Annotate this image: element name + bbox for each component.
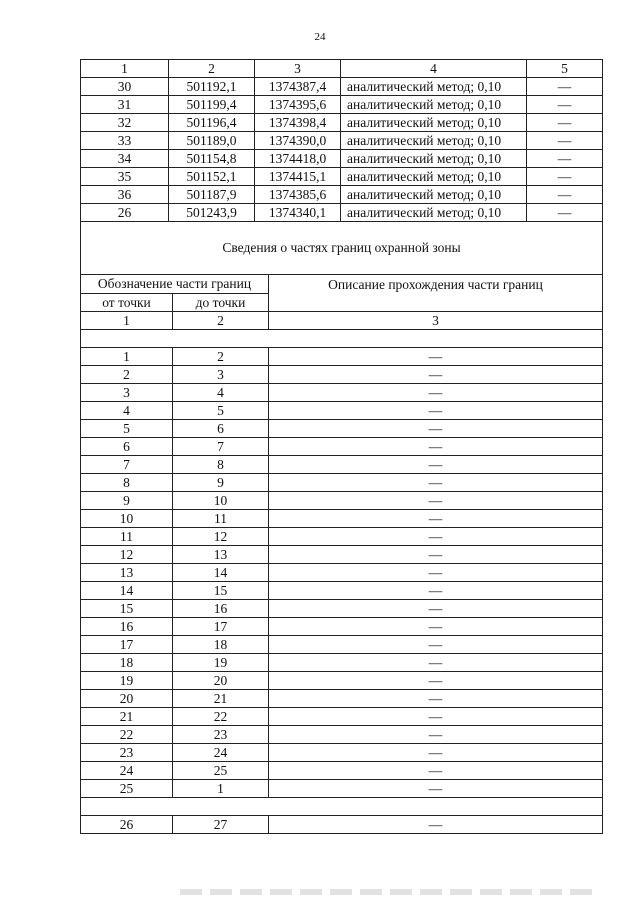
x-coordinate-cell: 501187,9 — [169, 186, 255, 204]
table-row — [81, 618, 603, 636]
from-point-cell: 11 — [81, 528, 173, 546]
from-point-cell: 26 — [81, 816, 173, 834]
x-coordinate-cell: 501243,9 — [169, 204, 255, 222]
table-row — [81, 204, 603, 222]
table-row — [81, 564, 603, 582]
from-point-cell: 6 — [81, 438, 173, 456]
description-cell: — — [527, 168, 603, 186]
description-cell: — — [269, 384, 603, 402]
description-cell: — — [269, 492, 603, 510]
from-point-cell: 2 — [81, 366, 173, 384]
description-cell: — — [269, 546, 603, 564]
to-point-cell: 16 — [173, 600, 269, 618]
method-cell: аналитический метод; 0,10 — [341, 186, 527, 204]
table-row — [81, 168, 603, 186]
description-cell: — — [527, 204, 603, 222]
column-number-header: 1 — [81, 60, 169, 78]
section-title: Сведения о частях границ охранной зоны — [81, 222, 603, 275]
from-point-cell: 9 — [81, 492, 173, 510]
to-point-cell: 20 — [173, 672, 269, 690]
table-row — [81, 528, 603, 546]
column-number-header: 2 — [169, 60, 255, 78]
description-cell: — — [269, 708, 603, 726]
description-cell: — — [269, 564, 603, 582]
table-row — [81, 438, 603, 456]
table-row — [81, 348, 603, 366]
description-cell: — — [269, 762, 603, 780]
point-number-cell: 32 — [81, 114, 169, 132]
section-title-row — [81, 222, 603, 275]
to-point-cell: 23 — [173, 726, 269, 744]
to-point-cell: 1 — [173, 780, 269, 798]
empty-row — [81, 330, 603, 348]
to-point-header: до точки — [173, 294, 269, 312]
column-number-header: 5 — [527, 60, 603, 78]
from-point-cell: 23 — [81, 744, 173, 762]
table-row — [81, 492, 603, 510]
boundary-parts-table — [80, 221, 603, 834]
point-number-cell: 34 — [81, 150, 169, 168]
description-cell: — — [269, 780, 603, 798]
table-row — [81, 600, 603, 618]
page-number: 24 — [314, 31, 326, 43]
description-header: Описание прохождения части границ — [269, 275, 603, 312]
point-number-cell: 31 — [81, 96, 169, 114]
empty-row — [81, 798, 603, 816]
from-point-cell: 22 — [81, 726, 173, 744]
description-cell: — — [269, 726, 603, 744]
table-row — [81, 186, 603, 204]
from-point-cell: 24 — [81, 762, 173, 780]
coordinates-table — [80, 59, 603, 222]
from-point-cell: 1 — [81, 348, 173, 366]
table-row — [81, 636, 603, 654]
from-point-cell: 8 — [81, 474, 173, 492]
description-cell: — — [527, 186, 603, 204]
description-cell: — — [269, 816, 603, 834]
empty-cell — [81, 798, 603, 816]
y-coordinate-cell: 1374395,6 — [255, 96, 341, 114]
to-point-cell: 4 — [173, 384, 269, 402]
method-cell: аналитический метод; 0,10 — [341, 132, 527, 150]
point-number-cell: 35 — [81, 168, 169, 186]
table-row — [81, 780, 603, 798]
description-cell: — — [269, 672, 603, 690]
x-coordinate-cell: 501192,1 — [169, 78, 255, 96]
from-point-cell: 10 — [81, 510, 173, 528]
table-row — [81, 744, 603, 762]
from-point-cell: 25 — [81, 780, 173, 798]
to-point-cell: 27 — [173, 816, 269, 834]
table-row — [81, 582, 603, 600]
table-row — [81, 474, 603, 492]
to-point-cell: 18 — [173, 636, 269, 654]
from-point-cell: 19 — [81, 672, 173, 690]
description-cell: — — [269, 654, 603, 672]
from-point-cell: 16 — [81, 618, 173, 636]
description-cell: — — [269, 600, 603, 618]
description-cell: — — [269, 366, 603, 384]
column-number-header: 3 — [269, 312, 603, 330]
to-point-cell: 19 — [173, 654, 269, 672]
table-row — [81, 672, 603, 690]
point-number-cell: 36 — [81, 186, 169, 204]
column-number-header: 3 — [255, 60, 341, 78]
method-cell: аналитический метод; 0,10 — [341, 168, 527, 186]
to-point-cell: 21 — [173, 690, 269, 708]
table-row — [81, 420, 603, 438]
description-cell: — — [269, 474, 603, 492]
table-row — [81, 78, 603, 96]
from-point-cell: 13 — [81, 564, 173, 582]
table-row — [81, 402, 603, 420]
y-coordinate-cell: 1374340,1 — [255, 204, 341, 222]
description-cell: — — [269, 690, 603, 708]
description-cell: — — [269, 582, 603, 600]
to-point-cell: 11 — [173, 510, 269, 528]
y-coordinate-cell: 1374415,1 — [255, 168, 341, 186]
method-cell: аналитический метод; 0,10 — [341, 114, 527, 132]
description-cell: — — [269, 402, 603, 420]
from-point-header: от точки — [81, 294, 173, 312]
to-point-cell: 7 — [173, 438, 269, 456]
description-cell: — — [527, 96, 603, 114]
column-number-header: 2 — [173, 312, 269, 330]
x-coordinate-cell: 501189,0 — [169, 132, 255, 150]
to-point-cell: 9 — [173, 474, 269, 492]
description-cell: — — [527, 132, 603, 150]
x-coordinate-cell: 501199,4 — [169, 96, 255, 114]
from-point-cell: 14 — [81, 582, 173, 600]
column-numbers-row — [81, 312, 603, 330]
table-row — [81, 546, 603, 564]
table-row — [81, 366, 603, 384]
method-cell: аналитический метод; 0,10 — [341, 78, 527, 96]
table-row — [81, 654, 603, 672]
to-point-cell: 6 — [173, 420, 269, 438]
to-point-cell: 13 — [173, 546, 269, 564]
description-cell: — — [527, 150, 603, 168]
table-row — [81, 456, 603, 474]
to-point-cell: 15 — [173, 582, 269, 600]
to-point-cell: 17 — [173, 618, 269, 636]
to-point-cell: 22 — [173, 708, 269, 726]
to-point-cell: 10 — [173, 492, 269, 510]
from-point-cell: 20 — [81, 690, 173, 708]
group-header: Обозначение части границ — [81, 275, 269, 294]
method-cell: аналитический метод; 0,10 — [341, 150, 527, 168]
from-point-cell: 7 — [81, 456, 173, 474]
table-row — [81, 762, 603, 780]
to-point-cell: 14 — [173, 564, 269, 582]
column-number-header: 1 — [81, 312, 173, 330]
description-cell: — — [269, 636, 603, 654]
from-point-cell: 18 — [81, 654, 173, 672]
empty-cell — [81, 330, 603, 348]
table-row — [81, 132, 603, 150]
description-cell: — — [269, 420, 603, 438]
y-coordinate-cell: 1374390,0 — [255, 132, 341, 150]
to-point-cell: 25 — [173, 762, 269, 780]
y-coordinate-cell: 1374398,4 — [255, 114, 341, 132]
document-sheet — [80, 59, 602, 834]
point-number-cell: 33 — [81, 132, 169, 150]
y-coordinate-cell: 1374387,4 — [255, 78, 341, 96]
x-coordinate-cell: 501152,1 — [169, 168, 255, 186]
table-row — [81, 726, 603, 744]
y-coordinate-cell: 1374385,6 — [255, 186, 341, 204]
from-point-cell: 21 — [81, 708, 173, 726]
description-cell: — — [269, 744, 603, 762]
to-point-cell: 2 — [173, 348, 269, 366]
to-point-cell: 8 — [173, 456, 269, 474]
description-cell: — — [269, 438, 603, 456]
point-number-cell: 30 — [81, 78, 169, 96]
column-number-header: 4 — [341, 60, 527, 78]
table-row — [81, 708, 603, 726]
table-row — [81, 150, 603, 168]
method-cell: аналитический метод; 0,10 — [341, 204, 527, 222]
from-point-cell: 4 — [81, 402, 173, 420]
table-row — [81, 816, 603, 834]
table-row — [81, 690, 603, 708]
method-cell: аналитический метод; 0,10 — [341, 96, 527, 114]
description-cell: — — [527, 78, 603, 96]
table-row — [81, 96, 603, 114]
from-point-cell: 15 — [81, 600, 173, 618]
scan-artifact — [180, 889, 600, 895]
point-number-cell: 26 — [81, 204, 169, 222]
to-point-cell: 3 — [173, 366, 269, 384]
table-row — [81, 114, 603, 132]
description-cell: — — [269, 348, 603, 366]
description-cell: — — [269, 510, 603, 528]
to-point-cell: 5 — [173, 402, 269, 420]
description-cell: — — [269, 456, 603, 474]
from-point-cell: 5 — [81, 420, 173, 438]
from-point-cell: 3 — [81, 384, 173, 402]
table-row — [81, 510, 603, 528]
description-cell: — — [269, 618, 603, 636]
x-coordinate-cell: 501154,8 — [169, 150, 255, 168]
description-cell: — — [527, 114, 603, 132]
x-coordinate-cell: 501196,4 — [169, 114, 255, 132]
table-row — [81, 384, 603, 402]
from-point-cell: 12 — [81, 546, 173, 564]
coordinates-header-row — [81, 60, 603, 78]
from-point-cell: 17 — [81, 636, 173, 654]
y-coordinate-cell: 1374418,0 — [255, 150, 341, 168]
to-point-cell: 24 — [173, 744, 269, 762]
group-header-row — [81, 275, 603, 294]
description-cell: — — [269, 528, 603, 546]
to-point-cell: 12 — [173, 528, 269, 546]
